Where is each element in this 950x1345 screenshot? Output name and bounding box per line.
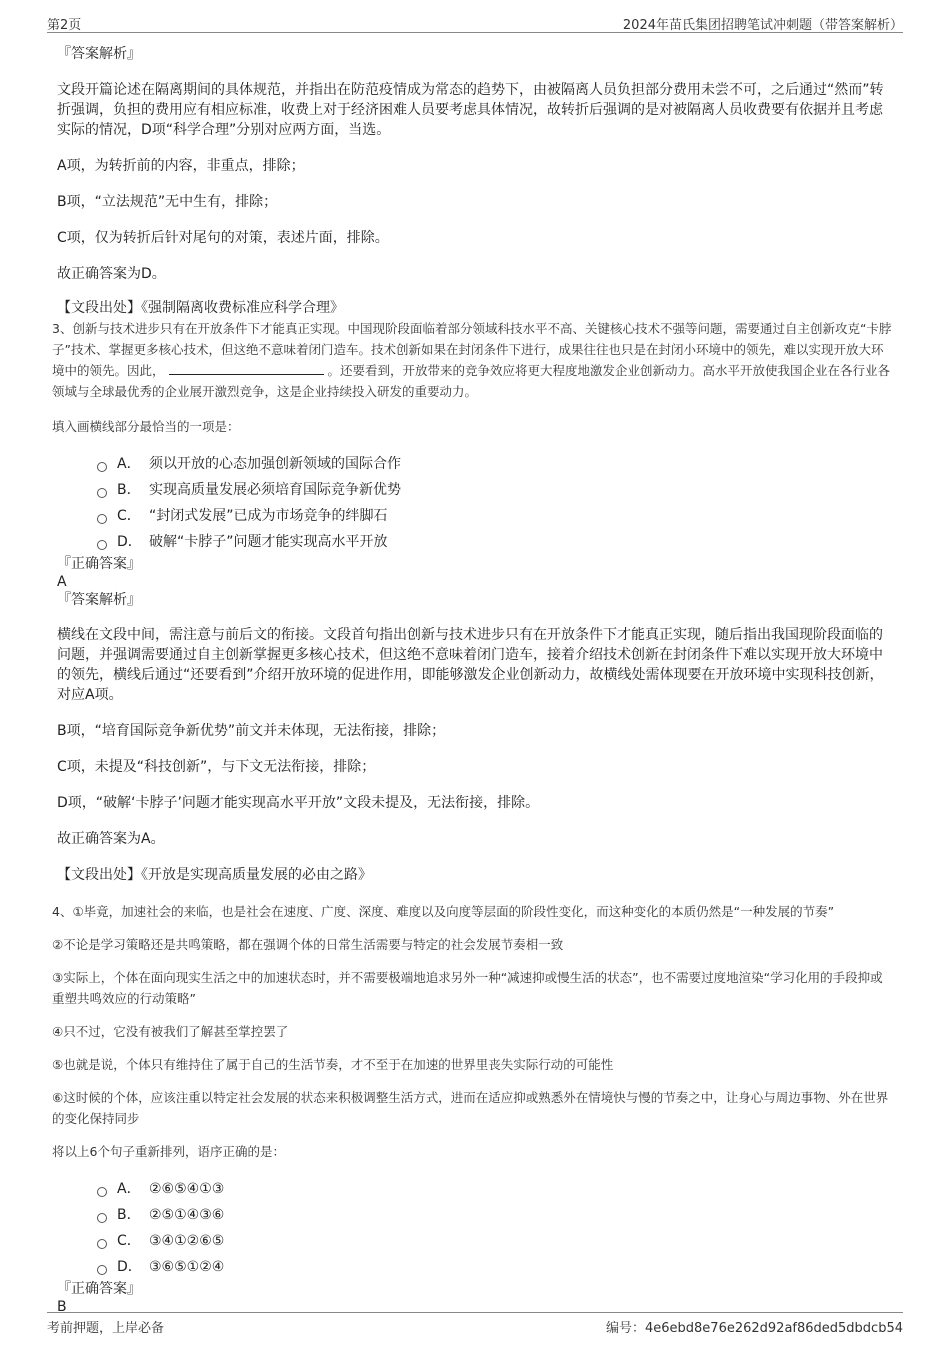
page-header — [47, 14, 903, 33]
question-4-sentence-1: 4、①毕竟，加速社会的来临，也是社会在速度、广度、深度、难度以及向度等层面的阶段性变化，而这种变化的本质仍然是“一种发展的节奏” — [52, 904, 835, 919]
correct-answer: B — [57, 1299, 67, 1315]
question-3-options — [97, 451, 895, 555]
analysis-source: 【文段出处】《强制隔离收费标准应科学合理》 — [57, 300, 344, 316]
analysis-conclusion: 故正确答案为A。 — [57, 831, 165, 847]
correct-answer-label: 『正确答案』 — [57, 556, 141, 572]
option-text: ②⑥⑤④①③ — [149, 1181, 225, 1197]
question-4-sentence-4: ④只不过，它没有被我们了解甚至掌控罢了 — [52, 1024, 289, 1039]
option-key: B． — [117, 1207, 141, 1223]
option-a[interactable] — [97, 1176, 895, 1202]
option-b[interactable] — [97, 477, 895, 503]
analysis-item-b: B项，“培育国际竞争新优势”前文并未体现，无法衔接，排除； — [57, 723, 446, 739]
analysis-item-b: B项，“立法规范”无中生有，排除； — [57, 194, 278, 210]
option-key: D． — [117, 534, 142, 550]
question-3-stem — [52, 318, 895, 402]
question-4-sentence-2: ②不论是学习策略还是共鸣策略，都在强调个体的日常生活需要与特定的社会发展节奏相一致 — [52, 937, 564, 952]
option-a[interactable] — [97, 451, 895, 477]
question-4-sentence-6: ⑥这时候的个体，应该注重以特定社会发展的状态来积极调整生活方式，进而在适应抑或熟悉外在情境快与慢的节奏之中，让身心与周边事物、外在世界的变化保持同步 — [52, 1090, 889, 1126]
radio-icon[interactable] — [97, 540, 107, 550]
question-4-prompt: 将以上6个句子重新排列，语序正确的是： — [52, 1144, 285, 1159]
question-3-stem-after: 。还要看到，开放带来的竞争效应将更大程度地激发企业创新动力。高水平开放使我国企业在各行业各领域与全球最优秀的企业展开激烈竞争，这是企业持续投入研发的重要动力。 — [52, 363, 891, 399]
option-text: ②⑤①④③⑥ — [149, 1207, 225, 1223]
option-b[interactable] — [97, 1202, 895, 1228]
option-key: C． — [117, 508, 141, 524]
question-3-prompt: 填入画横线部分最恰当的一项是： — [52, 419, 240, 434]
option-d[interactable] — [97, 1254, 895, 1280]
correct-answer: A — [57, 574, 67, 590]
question-3-stem-before: 3、创新与技术进步只有在开放条件下才能真正实现。中国现阶段面临着部分领域科技水平不高、关键核心技术不强等问题，需要通过自主创新攻克“卡脖子”技术、掌握更多核心技术，但这绝不意味着闭门造车。技术创新如果在封闭条件下进行，成果往往也只是在封闭小环境中的领先，难以实现开放大环境中的领先。因此， — [52, 321, 892, 378]
option-d[interactable] — [97, 529, 895, 555]
analysis-text: 文段开篇论述在隔离期间的具体规范，并指出在防范疫情成为常态的趋势下，由被隔离人员负担部分费用未尝不可，之后通过“然而”转折强调，负担的费用应有相应标准，收费上对于经济困难人员要考虑具体情况，故转折后强调的是对被隔离人员收费要有依据并且考虑实际的情况，D项“科学合理”分别对应两方面，当选。 — [57, 82, 884, 138]
document-body — [52, 44, 895, 1316]
option-key: B． — [117, 482, 141, 498]
footer-slogan: 考前押题，上岸必备 — [47, 1321, 165, 1336]
option-text: “封闭式发展”已成为市场竞争的绊脚石 — [149, 508, 388, 524]
page-number: 第2页 — [47, 18, 82, 33]
option-c[interactable] — [97, 503, 895, 529]
option-text: ③⑥⑤①②④ — [149, 1259, 225, 1275]
analysis-item-c: C项，仅为转折后针对尾句的对策，表述片面，排除。 — [57, 230, 389, 246]
option-key: A． — [117, 1181, 141, 1197]
analysis-item-a: A项，为转折前的内容，非重点，排除； — [57, 158, 305, 174]
option-c[interactable] — [97, 1228, 895, 1254]
option-text: 破解“卡脖子”问题才能实现高水平开放 — [149, 534, 388, 550]
analysis-conclusion: 故正确答案为D。 — [57, 266, 166, 282]
radio-icon[interactable] — [97, 462, 107, 472]
document-title: 2024年苗氏集团招聘笔试冲刺题（带答案解析） — [622, 18, 903, 33]
question-4-sentence-3: ③实际上，个体在面向现实生活之中的加速状态时，并不需要极端地追求另外一种“减速抑或慢生活的状态”，也不需要过度地渲染“学习化用的手段抑或重塑共鸣效应的行动策略” — [52, 970, 883, 1006]
analysis-item-d: D项，“破解‘卡脖子’问题才能实现高水平开放”文段未提及，无法衔接，排除。 — [57, 795, 540, 811]
option-text: 须以开放的心态加强创新领域的国际合作 — [149, 456, 401, 472]
option-text: ③④①②⑥⑤ — [149, 1233, 225, 1249]
radio-icon[interactable] — [97, 1239, 107, 1249]
correct-answer-label: 『正确答案』 — [57, 1281, 141, 1297]
radio-icon[interactable] — [97, 488, 107, 498]
option-text: 实现高质量发展必须培育国际竞争新优势 — [149, 482, 401, 498]
document-id: 编号：4e6ebd8e76e262d92af86ded5dbdcb54 — [605, 1321, 903, 1336]
question-4-options — [97, 1176, 895, 1280]
analysis-label: 『答案解析』 — [57, 46, 141, 62]
fill-blank-line — [169, 360, 324, 375]
option-key: C． — [117, 1233, 141, 1249]
analysis-label: 『答案解析』 — [57, 592, 141, 608]
analysis-item-c: C项，未提及“科技创新”，与下文无法衔接，排除； — [57, 759, 376, 775]
radio-icon[interactable] — [97, 1265, 107, 1275]
analysis-text: 横线在文段中间，需注意与前后文的衔接。文段首句指出创新与技术进步只有在开放条件下才能真正实现，随后指出我国现阶段面临的问题，并强调需要通过自主创新掌握更多核心技术，但这绝不意味着闭门造车，接着介绍技术创新在封闭条件下难以实现开放大环境中的领先，横线后通过“还要看到”介绍开放环境的促进作用，即能够激发企业创新动力，故横线处需体现要在开放环境中实现科技创新，对应A项。 — [57, 627, 884, 703]
radio-icon[interactable] — [97, 1213, 107, 1223]
radio-icon[interactable] — [97, 514, 107, 524]
radio-icon[interactable] — [97, 1187, 107, 1197]
option-key: D． — [117, 1259, 142, 1275]
question-4-sentence-5: ⑤也就是说，个体只有维持住了属于自己的生活节奏，才不至于在加速的世界里丧失实际行动的可能性 — [52, 1057, 614, 1072]
page-footer — [47, 1312, 903, 1334]
option-key: A． — [117, 456, 141, 472]
analysis-source: 【文段出处】《开放是实现高质量发展的必由之路》 — [57, 867, 372, 883]
